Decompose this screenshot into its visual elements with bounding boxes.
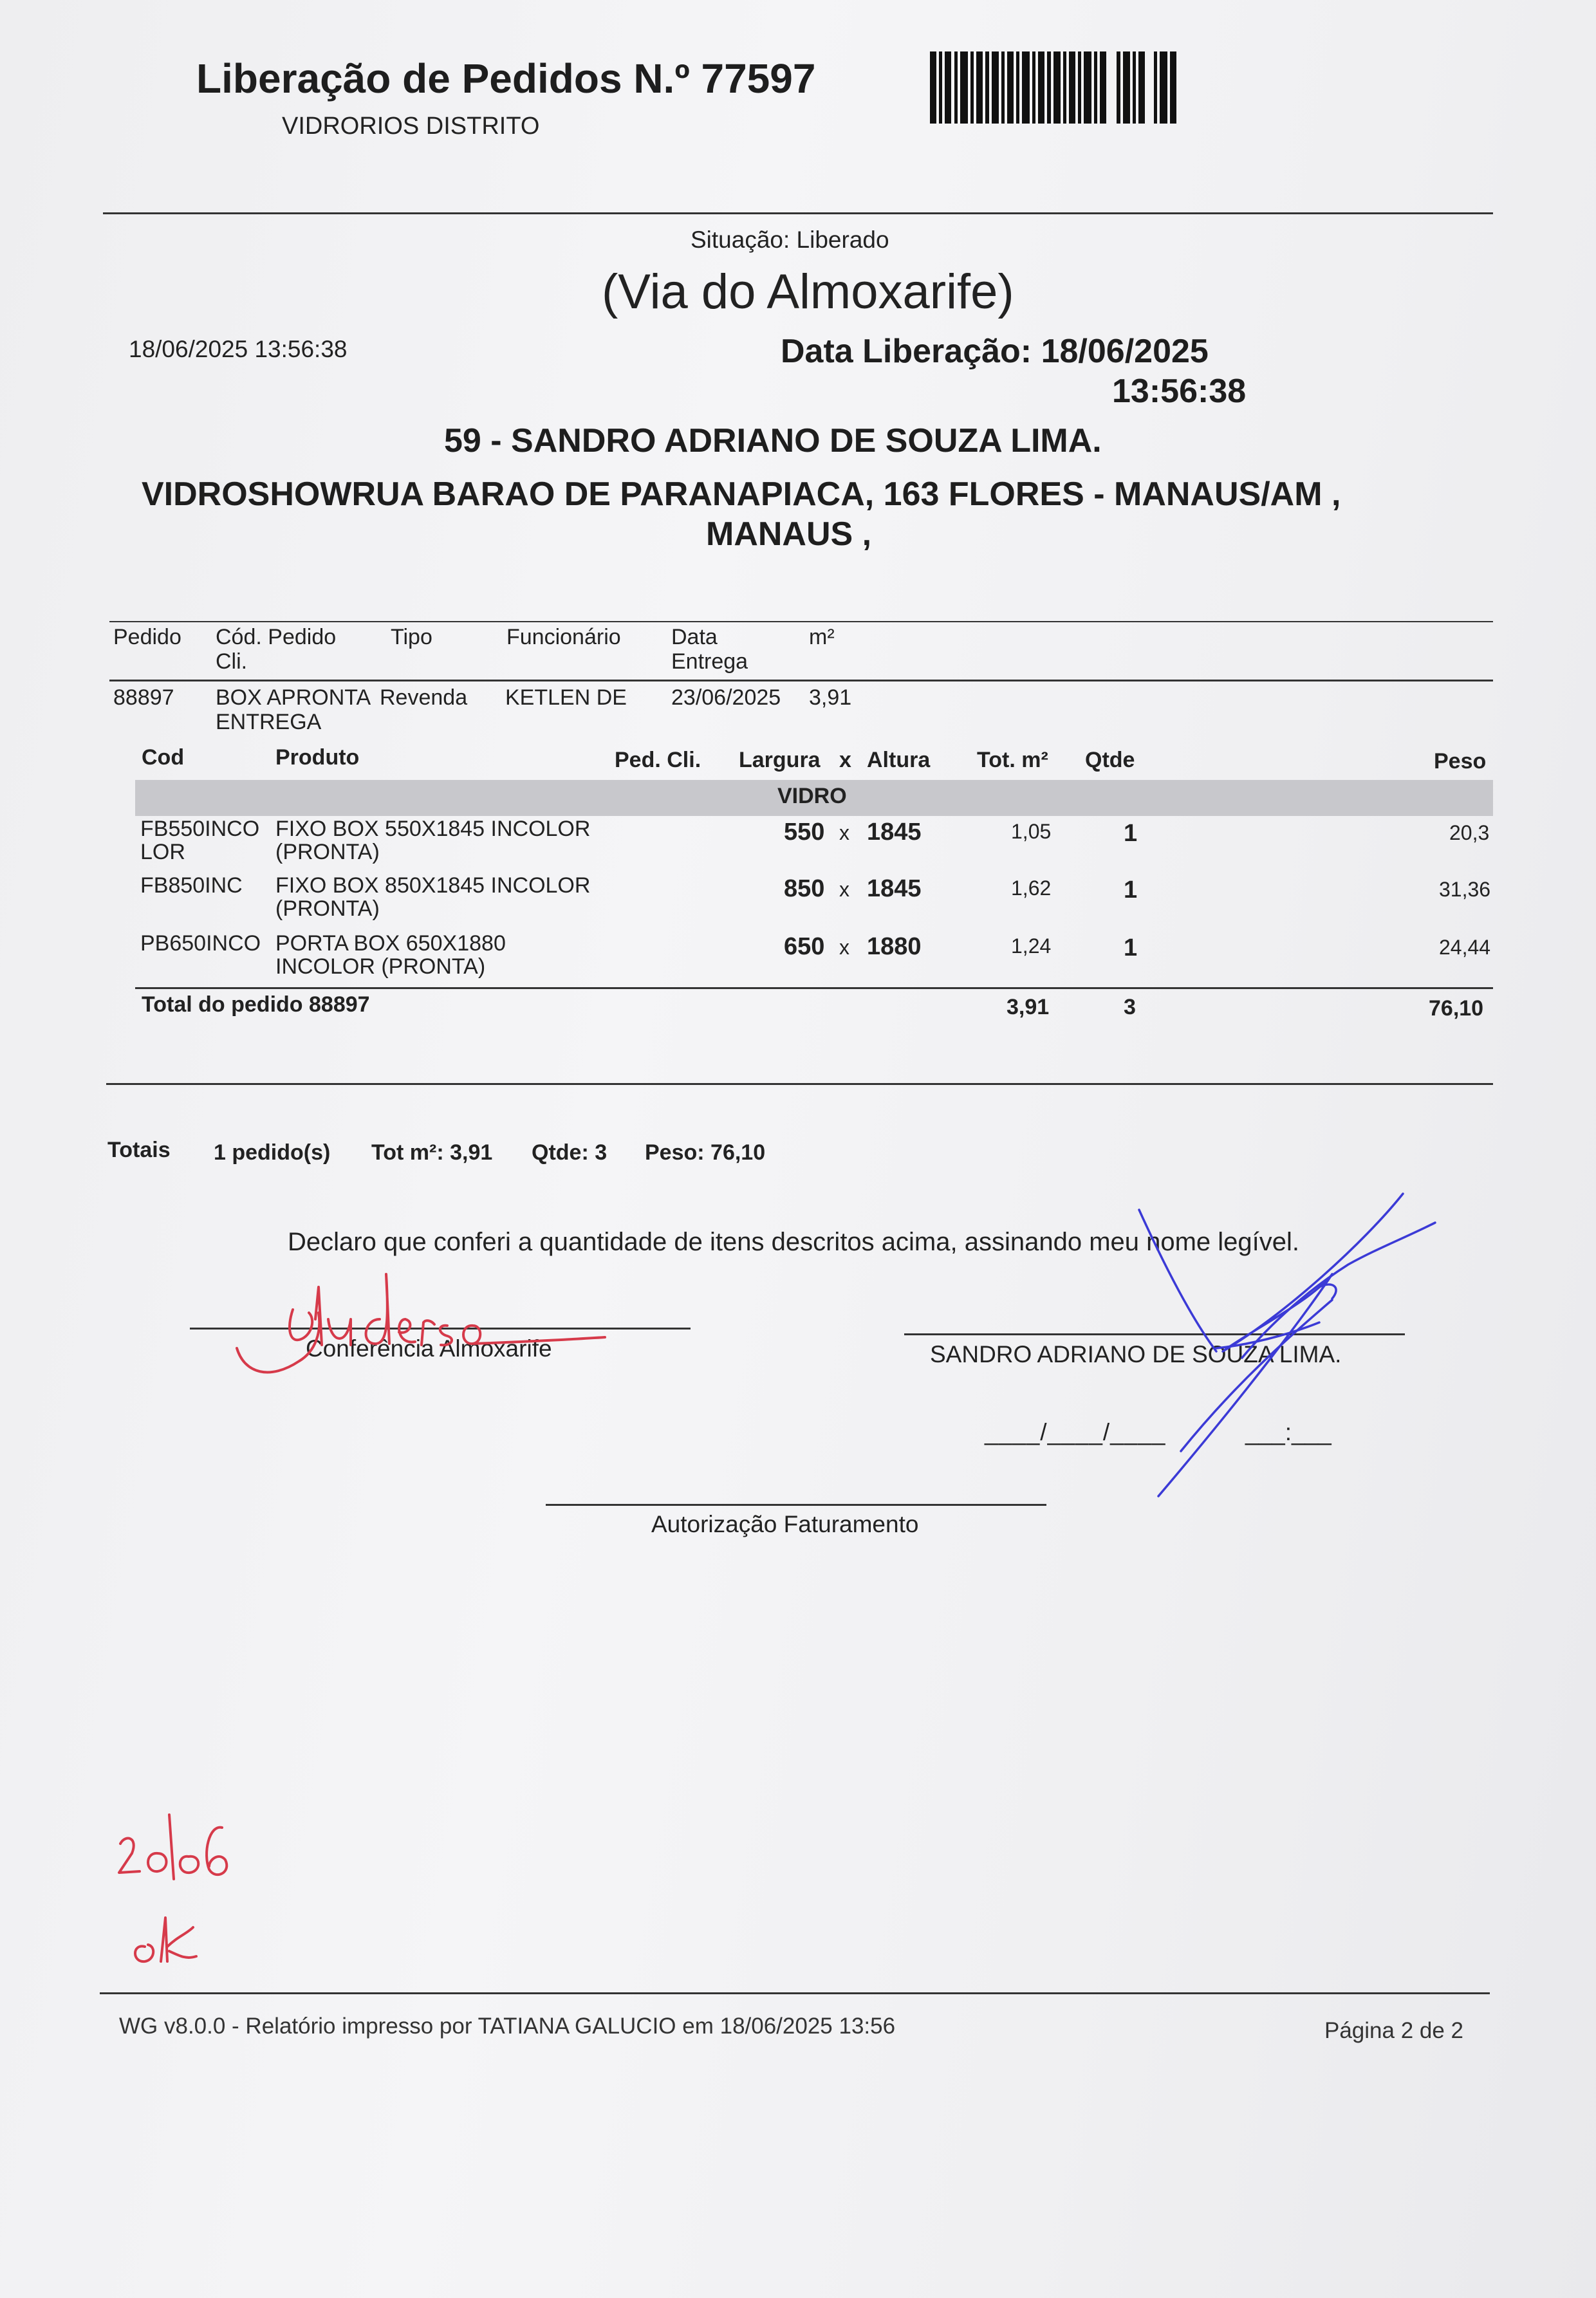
item-x: x bbox=[839, 878, 849, 901]
header-cli: Cli. bbox=[216, 649, 248, 674]
col-qtde: Qtde bbox=[1085, 748, 1135, 772]
col-altura: Altura bbox=[867, 748, 931, 772]
item-cod: PB650INCO bbox=[140, 931, 261, 956]
autorizacao-label: Autorização Faturamento bbox=[651, 1511, 919, 1537]
items-total-border bbox=[135, 987, 1493, 989]
order-client-code-line2: ENTREGA bbox=[216, 710, 322, 734]
header-cod-pedido: Cód. Pedido bbox=[216, 625, 337, 649]
item-total-m2: 1,05 bbox=[1011, 820, 1052, 843]
time-placeholder: ___:___ bbox=[1245, 1419, 1332, 1445]
col-peso: Peso bbox=[1434, 749, 1487, 774]
col-largura: Largura bbox=[739, 748, 821, 772]
order-m2: 3,91 bbox=[809, 685, 852, 710]
group-label: VIDRO bbox=[777, 784, 847, 808]
order-employee: KETLEN DE bbox=[505, 685, 627, 710]
item-cod-line2: LOR bbox=[140, 840, 185, 864]
header-m2: m² bbox=[809, 625, 835, 649]
client-address: VIDROSHOWRUA BARAO DE PARANAPIACA, 163 FLORES - MANAUS/AM , bbox=[142, 476, 1341, 513]
barcode-image bbox=[930, 51, 1178, 124]
totals-weight: Peso: 76,10 bbox=[645, 1140, 766, 1165]
status-text: Situação: Liberado bbox=[691, 227, 889, 253]
col-produto: Produto bbox=[275, 745, 360, 770]
totals-orders: 1 pedido(s) bbox=[214, 1140, 331, 1165]
item-width: 650 bbox=[784, 933, 825, 960]
order-table-top-border bbox=[109, 621, 1493, 622]
client-signature-name: SANDRO ADRIANO DE SOUZA LIMA. bbox=[930, 1341, 1342, 1367]
item-cod: FB550INCO bbox=[140, 817, 260, 841]
autorizacao-signature-line bbox=[546, 1504, 1046, 1506]
order-total-m2: 3,91 bbox=[1007, 995, 1050, 1019]
printed-datetime: 18/06/2025 13:56:38 bbox=[129, 336, 348, 362]
col-tot-m2: Tot. m² bbox=[977, 748, 1048, 772]
item-product: FIXO BOX 850X1845 INCOLOR bbox=[275, 873, 591, 898]
conferencia-label: Conferência Almoxarife bbox=[306, 1335, 552, 1362]
red-handwritten-signature bbox=[225, 1248, 624, 1384]
order-total-weight: 76,10 bbox=[1429, 996, 1484, 1021]
item-width: 550 bbox=[784, 819, 825, 846]
totals-label: Totais bbox=[107, 1138, 171, 1162]
company-name: VIDRORIOS DISTRITO bbox=[282, 113, 540, 140]
item-product-line2: INCOLOR (PRONTA) bbox=[275, 954, 486, 979]
header-data: Data bbox=[671, 625, 718, 649]
totals-divider bbox=[106, 1083, 1493, 1085]
col-ped-cli: Ped. Cli. bbox=[615, 748, 701, 772]
item-total-m2: 1,62 bbox=[1011, 876, 1052, 900]
order-number: 88897 bbox=[113, 685, 174, 710]
release-time: 13:56:38 bbox=[1112, 373, 1247, 410]
totals-qty: Qtde: 3 bbox=[532, 1140, 608, 1165]
date-placeholder: ____/____/____ bbox=[985, 1419, 1166, 1445]
item-height: 1845 bbox=[867, 819, 922, 846]
item-cod: FB850INC bbox=[140, 873, 243, 898]
blue-handwritten-signature bbox=[1120, 1184, 1442, 1506]
item-x: x bbox=[839, 821, 849, 844]
col-x: x bbox=[839, 748, 851, 772]
header-funcionario: Funcionário bbox=[506, 625, 621, 649]
page-number: Página 2 de 2 bbox=[1324, 2018, 1464, 2043]
declaration-text: Declaro que conferi a quantidade de itens descritos acima, assinando meu nome legível. bbox=[288, 1228, 1300, 1256]
item-height: 1880 bbox=[867, 933, 922, 960]
order-total-qty: 3 bbox=[1124, 995, 1136, 1019]
header-divider bbox=[103, 212, 1493, 214]
item-width: 850 bbox=[784, 875, 825, 902]
order-table-header-border bbox=[109, 680, 1493, 681]
item-qty: 1 bbox=[1124, 934, 1138, 961]
header-tipo: Tipo bbox=[391, 625, 432, 649]
client-city: MANAUS , bbox=[706, 515, 872, 553]
item-height: 1845 bbox=[867, 875, 922, 902]
item-total-m2: 1,24 bbox=[1011, 934, 1052, 958]
red-handwritten-annotation bbox=[113, 1808, 241, 1982]
client-name: 59 - SANDRO ADRIANO DE SOUZA LIMA. bbox=[444, 422, 1102, 459]
footer-divider bbox=[100, 1992, 1490, 1994]
order-client-code: BOX APRONTA bbox=[216, 685, 371, 710]
item-x: x bbox=[839, 936, 849, 959]
item-weight: 24,44 bbox=[1439, 936, 1491, 959]
item-product-line2: (PRONTA) bbox=[275, 840, 380, 864]
header-entrega: Entrega bbox=[671, 649, 748, 674]
order-total-label: Total do pedido 88897 bbox=[142, 992, 370, 1017]
item-qty: 1 bbox=[1124, 820, 1138, 847]
totals-m2: Tot m²: 3,91 bbox=[371, 1140, 493, 1165]
document-title: Liberação de Pedidos N.º 77597 bbox=[196, 55, 816, 102]
item-product: PORTA BOX 650X1880 bbox=[275, 931, 506, 956]
item-weight: 31,36 bbox=[1439, 878, 1491, 901]
item-weight: 20,3 bbox=[1449, 821, 1490, 844]
header-pedido: Pedido bbox=[113, 625, 181, 649]
col-cod: Cod bbox=[142, 745, 185, 770]
order-type: Revenda bbox=[380, 685, 468, 710]
item-qty: 1 bbox=[1124, 876, 1138, 903]
footer-printed-by: WG v8.0.0 - Relatório impresso por TATIANA GALUCIO em 18/06/2025 13:56 bbox=[119, 2014, 896, 2039]
item-product-line2: (PRONTA) bbox=[275, 896, 380, 921]
release-date: Data Liberação: 18/06/2025 bbox=[781, 333, 1209, 370]
order-delivery-date: 23/06/2025 bbox=[671, 685, 781, 710]
copy-type-heading: (Via do Almoxarife) bbox=[602, 264, 1014, 319]
item-product: FIXO BOX 550X1845 INCOLOR bbox=[275, 817, 591, 841]
